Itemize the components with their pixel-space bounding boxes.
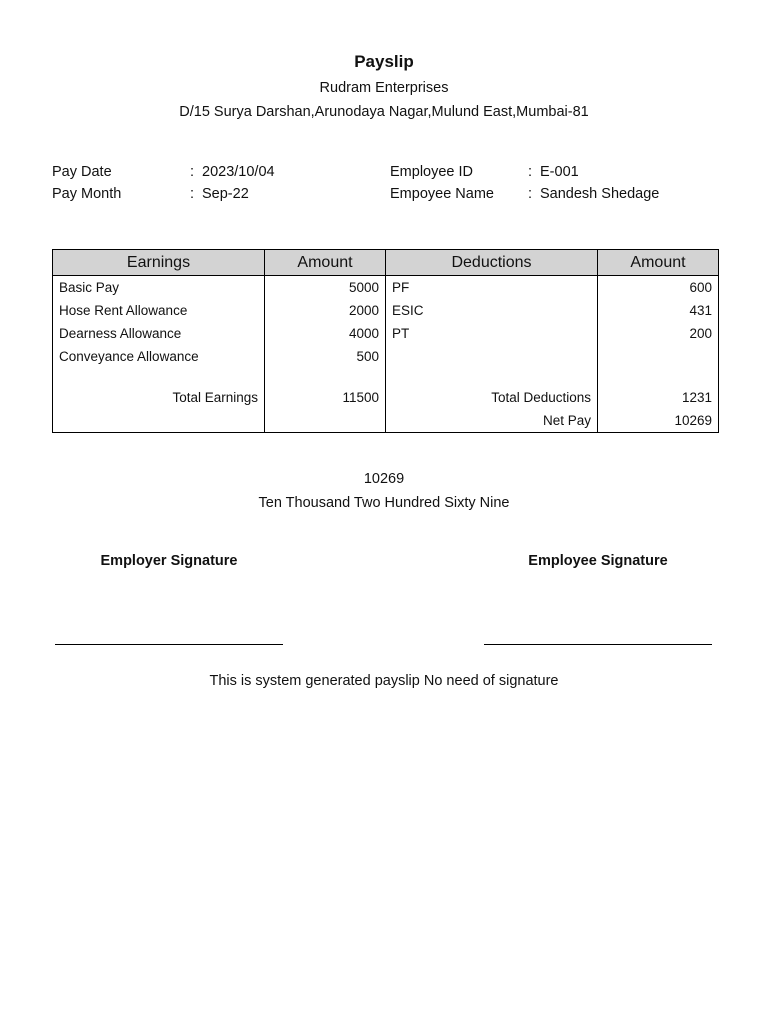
earning-amount: 5000 [265, 276, 386, 299]
employee-id-row [390, 164, 730, 184]
pay-month-row [52, 186, 372, 206]
net-pay-label: Net Pay [386, 410, 598, 433]
deductions-header: Deductions [386, 250, 598, 276]
table-header-row [53, 250, 719, 276]
table-row [53, 276, 719, 299]
net-pay-in-words: Ten Thousand Two Hundred Sixty Nine [258, 495, 510, 511]
earning-amount: 4000 [265, 322, 386, 345]
deduction-amount: 200 [598, 322, 719, 345]
footer-note: This is system generated payslip No need of signature [209, 673, 559, 689]
pay-date-value: 2023/10/04 [202, 164, 275, 180]
total-earnings-label: Total Earnings [53, 386, 265, 410]
pay-date-row [52, 164, 372, 184]
earning-label: Conveyance Allowance [53, 345, 265, 368]
net-pay-amount: 10269 [363, 471, 405, 487]
employee-name-label: Empoyee Name [390, 186, 494, 202]
page-title: Payslip [354, 52, 414, 71]
employer-signature-line [55, 644, 283, 645]
total-deductions-label: Total Deductions [386, 386, 598, 410]
table-row [53, 345, 719, 368]
total-earnings-value: 11500 [265, 386, 386, 410]
table-row [53, 299, 719, 322]
deduction-label: ESIC [386, 299, 598, 322]
pay-month-label: Pay Month [52, 186, 122, 202]
company-address: D/15 Surya Darshan,Arunodaya Nagar,Mulund East,Mumbai-81 [179, 104, 589, 120]
earning-label: Basic Pay [53, 276, 265, 299]
employee-name-value: Sandesh Shedage [540, 186, 660, 202]
net-pay-value: 10269 [598, 410, 719, 433]
pay-date-colon: : [190, 164, 195, 180]
company-name: Rudram Enterprises [319, 80, 449, 96]
employee-id-label: Employee ID [390, 164, 474, 180]
employee-id-value: E-001 [540, 164, 579, 180]
deduction-amount: 431 [598, 299, 719, 322]
deduction-label [386, 345, 598, 368]
earning-amount: 2000 [265, 299, 386, 322]
pay-month-value: Sep-22 [202, 186, 249, 202]
deduction-label: PT [386, 322, 598, 345]
employee-id-colon: : [528, 164, 533, 180]
employee-signature-line [484, 644, 712, 645]
employee-name-colon: : [528, 186, 533, 202]
deduction-label: PF [386, 276, 598, 299]
totals-row [53, 386, 719, 410]
deduction-amount: 600 [598, 276, 719, 299]
earning-amount: 500 [265, 345, 386, 368]
employer-signature-label: Employer Signature [100, 553, 238, 569]
net-pay-row [53, 410, 719, 433]
deduction-amount [598, 345, 719, 368]
earnings-amount-header: Amount [265, 250, 386, 276]
payslip-table [52, 249, 719, 433]
table-row [53, 322, 719, 345]
earnings-header: Earnings [53, 250, 265, 276]
pay-month-colon: : [190, 186, 195, 202]
employee-signature-label: Employee Signature [528, 553, 668, 569]
table-spacer-row [53, 368, 719, 386]
earning-label: Hose Rent Allowance [53, 299, 265, 322]
employee-name-row [390, 186, 730, 206]
earning-label: Dearness Allowance [53, 322, 265, 345]
deductions-amount-header: Amount [598, 250, 719, 276]
total-deductions-value: 1231 [598, 386, 719, 410]
pay-date-label: Pay Date [52, 164, 112, 180]
